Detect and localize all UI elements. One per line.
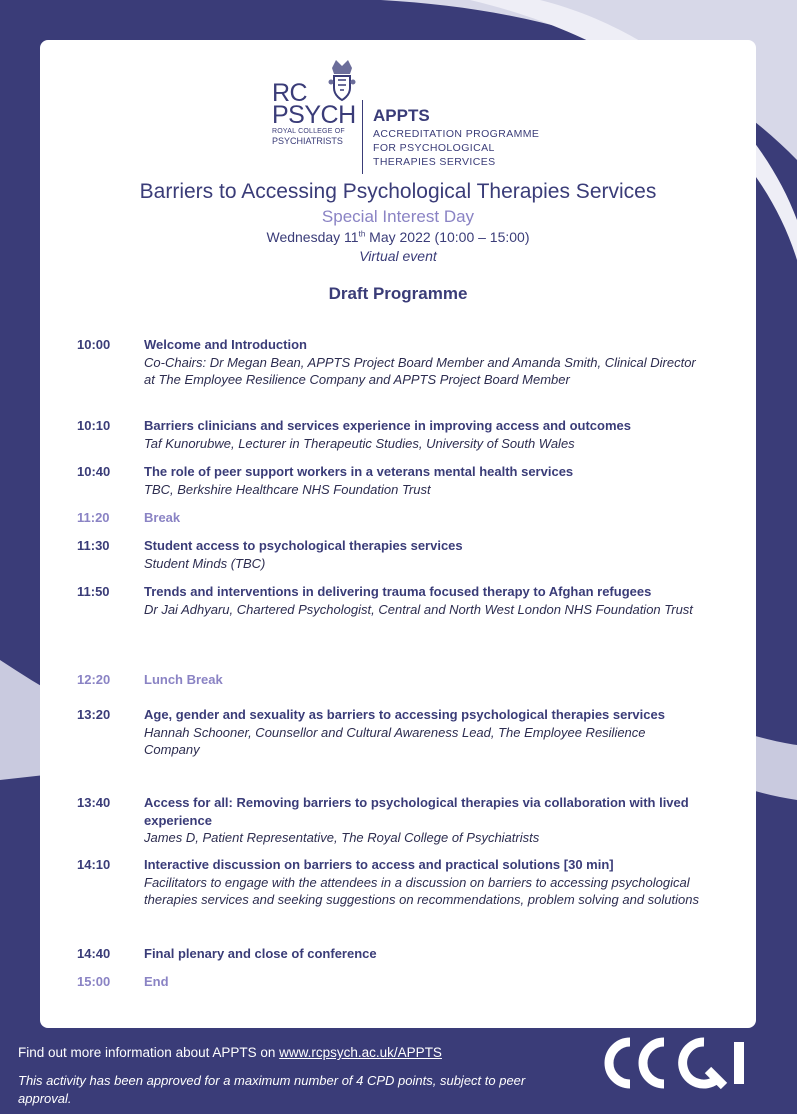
programme-title: Final plenary and close of conference — [144, 946, 377, 961]
logo-royal-college-line1: ROYAL COLLEGE OF — [272, 128, 345, 135]
programme-heading: Draft Programme — [328, 284, 468, 303]
programme-time: 14:10 — [77, 857, 111, 872]
programme-desc: James D, Patient Representative, The Royal College of Psychiatrists — [144, 830, 540, 845]
programme-desc: Co-Chairs: Dr Megan Bean, APPTS Project Board Member and Amanda Smith, Clinical Director at The Employee Resilience Company and APPTS Project Board Member — [144, 354, 696, 387]
programme-time: 13:20 — [77, 707, 111, 722]
programme-desc: TBC, Berkshire Healthcare NHS Foundation Trust — [144, 481, 431, 497]
programme-desc: Student Minds (TBC) — [144, 555, 266, 571]
logo-block — [270, 56, 570, 168]
appts-logo-title: APPTS — [373, 106, 430, 125]
event-subtitle: Special Interest Day — [321, 207, 475, 226]
programme-title: Break — [144, 510, 181, 525]
programme-desc: Taf Kunorubwe, Lecturer in Therapeutic Studies, University of South Wales — [144, 435, 575, 451]
programme-title: Trends and interventions in delivering trauma focused therapy to Afghan refugees — [144, 584, 652, 599]
programme-time: 10:10 — [77, 418, 111, 433]
programme-title: Lunch Break — [144, 672, 223, 687]
programme-desc: Facilitators to engage with the attendees in a discussion on barriers to accessing psychological therapies services and seeking suggestions on recommendations, problem solving and solutions — [144, 874, 699, 907]
logo-psych-text: PSYCH — [272, 101, 356, 129]
programme-time: 13:40 — [77, 795, 111, 810]
programme-time: 10:00 — [77, 337, 111, 352]
programme-time: 11:30 — [77, 538, 110, 553]
programme-desc: Hannah Schooner, Counsellor and Cultural Awareness Lead, The Employee Resilience Company — [144, 724, 646, 757]
appts-website-link[interactable]: www.rcpsych.ac.uk/APPTS — [279, 1045, 442, 1060]
rcpsych-crest-icon — [328, 58, 356, 104]
event-venue: Virtual event — [359, 248, 437, 264]
appts-logo-line1: ACCREDITATION PROGRAMME — [373, 128, 540, 140]
cpd-note: This activity has been approved for a maximum number of 4 CPD points, subject to peer approval. — [18, 1073, 526, 1106]
event-date-sup: th — [358, 229, 366, 239]
programme-title: Age, gender and sexuality as barriers to accessing psychological therapies services — [144, 707, 665, 722]
programme-title: Interactive discussion on barriers to access and practical solutions [30 min] — [144, 857, 614, 872]
programme-time: 10:40 — [77, 464, 111, 479]
appts-logo-line3: THERAPIES SERVICES — [373, 156, 496, 168]
programme-time: 14:40 — [77, 946, 111, 961]
event-date — [40, 229, 756, 245]
programme-time: 12:20 — [77, 672, 111, 687]
programme-title: End — [144, 974, 169, 989]
programme-title: Access for all: Removing barriers to psychological therapies via collaboration with lived experience — [144, 795, 689, 828]
programme-desc: Dr Jai Adhyaru, Chartered Psychologist, Central and North West London NHS Foundation Trust — [144, 601, 693, 617]
logo-royal-college-line2: PSYCHIATRISTS — [272, 136, 343, 146]
logo-divider — [362, 100, 363, 174]
programme-card — [40, 40, 756, 1028]
programme-title: Student access to psychological therapies services — [144, 538, 463, 553]
programme-time: 15:00 — [77, 974, 111, 989]
programme-title: The role of peer support workers in a veterans mental health services — [144, 464, 574, 479]
event-date-prefix: Wednesday 11 — [266, 229, 359, 245]
footer-info-text: Find out more information about APPTS on — [18, 1045, 280, 1060]
logo-rc-text: RC — [272, 79, 308, 107]
ccqi-logo — [604, 1034, 758, 1092]
event-date-suffix: May 2022 (10:00 – 15:00) — [365, 229, 530, 245]
appts-logo-line2: FOR PSYCHOLOGICAL — [373, 142, 495, 154]
programme-time: 11:20 — [77, 510, 110, 525]
event-title: Barriers to Accessing Psychological Therapies Services — [139, 180, 657, 203]
footer-info — [18, 1045, 442, 1060]
programme-title: Welcome and Introduction — [144, 337, 307, 352]
programme-time: 11:50 — [77, 584, 110, 599]
programme-title: Barriers clinicians and services experience in improving access and outcomes — [144, 418, 631, 433]
